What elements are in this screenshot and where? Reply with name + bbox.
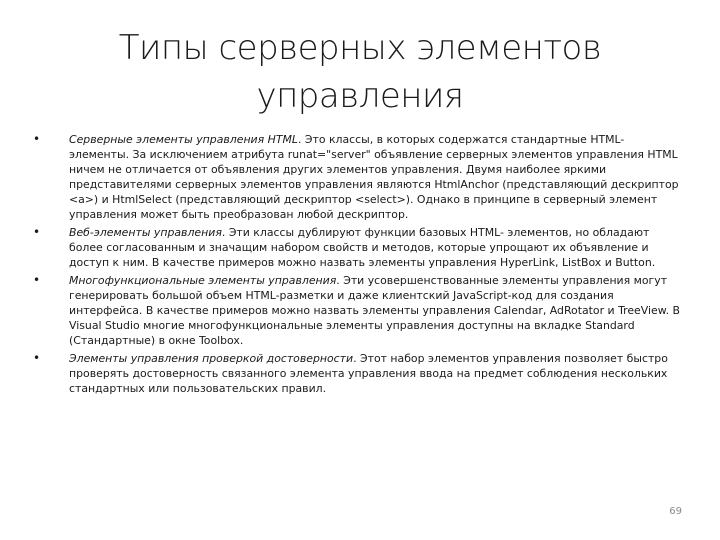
bullet-term: Серверные элементы управления HTML bbox=[69, 133, 298, 146]
bullet-item-validation-controls bbox=[33, 351, 680, 396]
bullet-dot-icon: • bbox=[33, 273, 41, 287]
bullet-dot-icon: • bbox=[33, 225, 41, 239]
bullet-term: Веб-элементы управления bbox=[69, 226, 222, 239]
bullet-item-web-controls bbox=[33, 225, 680, 270]
bullet-term: Многофункциональные элементы управления bbox=[69, 274, 337, 287]
bullet-dot-icon: • bbox=[33, 351, 41, 365]
bullet-item-html-server-controls bbox=[33, 132, 680, 222]
bullet-text: . Эти классы дублируют функции базовых HTML- элементов, но обладают более согласованным и значащим набором свойств и методов, которые упрощают их объявление и доступ к ним. В качестве примеров можно назвать элементы управления HyperLink, ListBox и Button. bbox=[69, 226, 656, 269]
bullet-list bbox=[33, 132, 680, 399]
bullet-dot-icon: • bbox=[33, 132, 41, 146]
bullet-term: Элементы управления проверкой достоверности bbox=[69, 352, 354, 365]
slide-title-line-2: управления bbox=[256, 76, 464, 116]
bullet-text: . Это классы, в которых содержатся стандартные HTML-элементы. За исключением атрибута runat="server" объявление серверных элементов управления HTML ничем не отличается от объявления других элементов управления. Двумя наиболее яркими представителями серверных элементов управления являются HtmlAnchor (представляющий дескриптор <a>) и HtmlSelect (представляющий дескриптор <select>). Однако в принципе в серверный элемент управления может быть преобразован любой дескриптор. bbox=[69, 133, 679, 221]
bullet-text: . Эти усовершенствованные элементы управления могут генерировать большой объем HTML-разметки и даже клиентский JavaScript-код для создания интерфейса. В качестве примеров можно назвать элементы управления Calendar, AdRotator и TreeView. В Visual Studio многие многофункциональные элементы управления доступны на вкладке Standard (Стандартные) в окне Toolbox. bbox=[69, 274, 680, 347]
slide-title bbox=[40, 24, 680, 120]
slide-title-line-1: Типы серверных элементов bbox=[118, 28, 602, 68]
page-number: 69 bbox=[669, 506, 682, 517]
bullet-text: . Этот набор элементов управления позволяет быстро проверять достоверность связанного элемента управления ввода на предмет соблюдения нескольких стандартных или пользовательских правил. bbox=[69, 352, 668, 395]
bullet-item-rich-controls bbox=[33, 273, 680, 348]
